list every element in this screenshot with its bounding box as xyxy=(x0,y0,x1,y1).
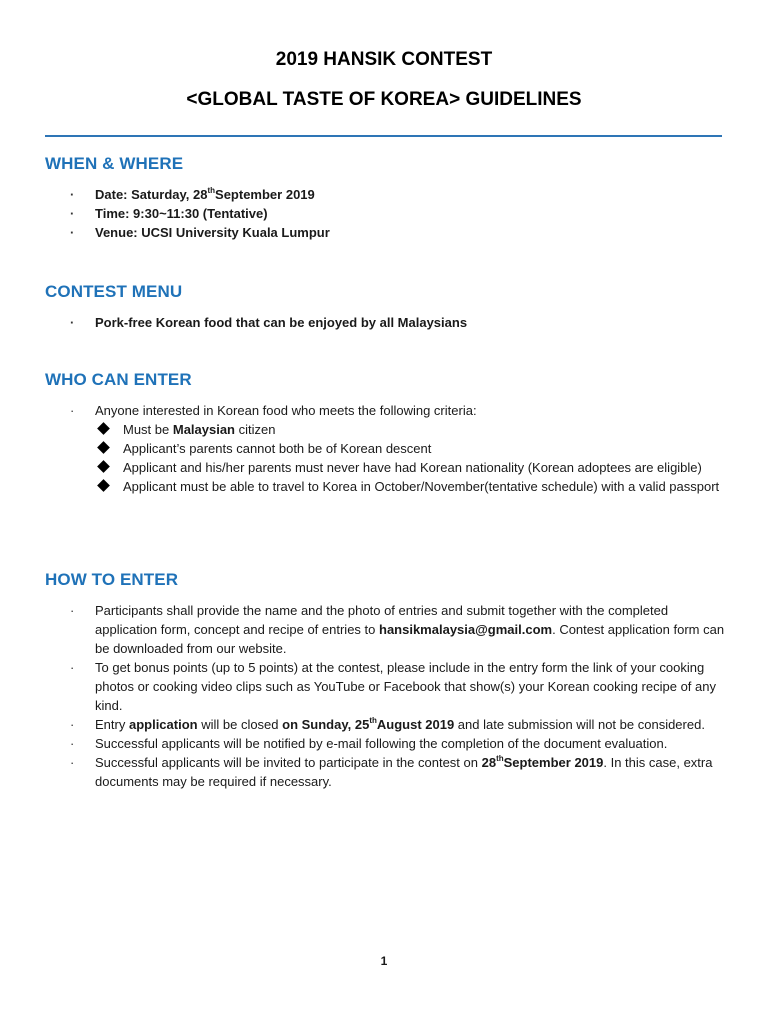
section-who-can-enter xyxy=(45,369,725,496)
list-item-venue: · Venue: UCSI University Kuala Lumpur xyxy=(70,225,330,240)
bullet-icon: · xyxy=(70,736,75,751)
section-heading: WHO CAN ENTER xyxy=(45,370,192,389)
criterion-citizen: Must be Malaysian citizen xyxy=(95,420,723,439)
criterion-parents: Applicant’s parents cannot both be of Korean descent xyxy=(95,439,723,458)
list-item-deadline: · Entry application will be closed on Sunday, 25thAugust 2019 and late submission will not be considered. xyxy=(70,715,705,732)
bullet-icon: · xyxy=(70,187,75,202)
list-item-bonus: · To get bonus points (up to 5 points) at the contest, please include in the entry form the link of your cooking photos or cooking video clips such as YouTube or Facebook that show(s) your Korean cooking recipe of any kind. xyxy=(70,660,716,713)
section-heading: HOW TO ENTER xyxy=(45,570,179,589)
diamond-bullet-icon xyxy=(97,460,110,473)
criterion-travel: Applicant must be able to travel to Korea in October/November(tentative schedule) with a valid passport xyxy=(95,477,723,496)
criterion-nationality: Applicant and his/her parents must never have had Korean nationality (Korean adoptees are eligible) xyxy=(95,458,723,477)
document-subtitle: <GLOBAL TASTE OF KOREA> GUIDELINES xyxy=(186,89,582,110)
list-item-time: · Time: 9:30~11:30 (Tentative) xyxy=(70,206,268,221)
section-heading: CONTEST MENU xyxy=(45,282,183,301)
bullet-icon: · xyxy=(70,225,75,240)
list-item-submission: · Participants shall provide the name and the photo of entries and submit together with the completed application form, concept and recipe of entries to hansikmalaysia@gmail.com. Contest application form can be downloaded from our website. xyxy=(70,603,725,656)
bullet-icon: · xyxy=(70,206,75,221)
criteria-list xyxy=(95,420,725,496)
bullet-icon: · xyxy=(70,403,75,418)
bullet-icon: · xyxy=(70,603,75,618)
list-item-menu: · Pork-free Korean food that can be enjoyed by all Malaysians xyxy=(70,315,468,330)
section-when-where xyxy=(45,153,725,242)
page-number: 1 xyxy=(380,954,388,968)
title-divider xyxy=(45,135,722,137)
document-title: 2019 HANSIK CONTEST xyxy=(275,49,493,70)
diamond-bullet-icon xyxy=(97,441,110,454)
list-item-notification: · Successful applicants will be notified by e-mail following the completion of the document evaluation. xyxy=(70,736,668,751)
section-how-to-enter xyxy=(45,569,725,791)
who-can-enter-list xyxy=(45,401,725,496)
diamond-bullet-icon xyxy=(97,422,110,435)
section-heading: WHEN & WHERE xyxy=(45,154,184,173)
bullet-icon: · xyxy=(70,315,75,330)
when-where-list xyxy=(45,185,725,242)
contest-menu-list xyxy=(45,313,725,332)
list-item-criteria: · Anyone interested in Korean food who meets the following criteria: Must be Malaysian citizen Applicant’s parents cannot both be of Korean descent Applicant and his/her parents must never have had Korean nationality (Korean adoptees are eligible) Applicant must be able to travel to Korea in October/November(tentative schedule) with a valid passport xyxy=(45,401,725,496)
contact-email: hansikmalaysia@gmail.com xyxy=(379,622,553,637)
bullet-icon: · xyxy=(70,717,75,732)
diamond-bullet-icon xyxy=(97,479,110,492)
list-item-date: · Date: Saturday, 28thSeptember 2019 xyxy=(70,185,315,202)
bullet-icon: · xyxy=(70,755,75,770)
bullet-icon: · xyxy=(70,660,75,675)
how-to-enter-list xyxy=(45,601,725,791)
list-item-invitation: · Successful applicants will be invited to participate in the contest on 28thSeptember 2019. In this case, extra documents may be required if necessary. xyxy=(70,753,713,789)
section-contest-menu xyxy=(45,281,725,332)
